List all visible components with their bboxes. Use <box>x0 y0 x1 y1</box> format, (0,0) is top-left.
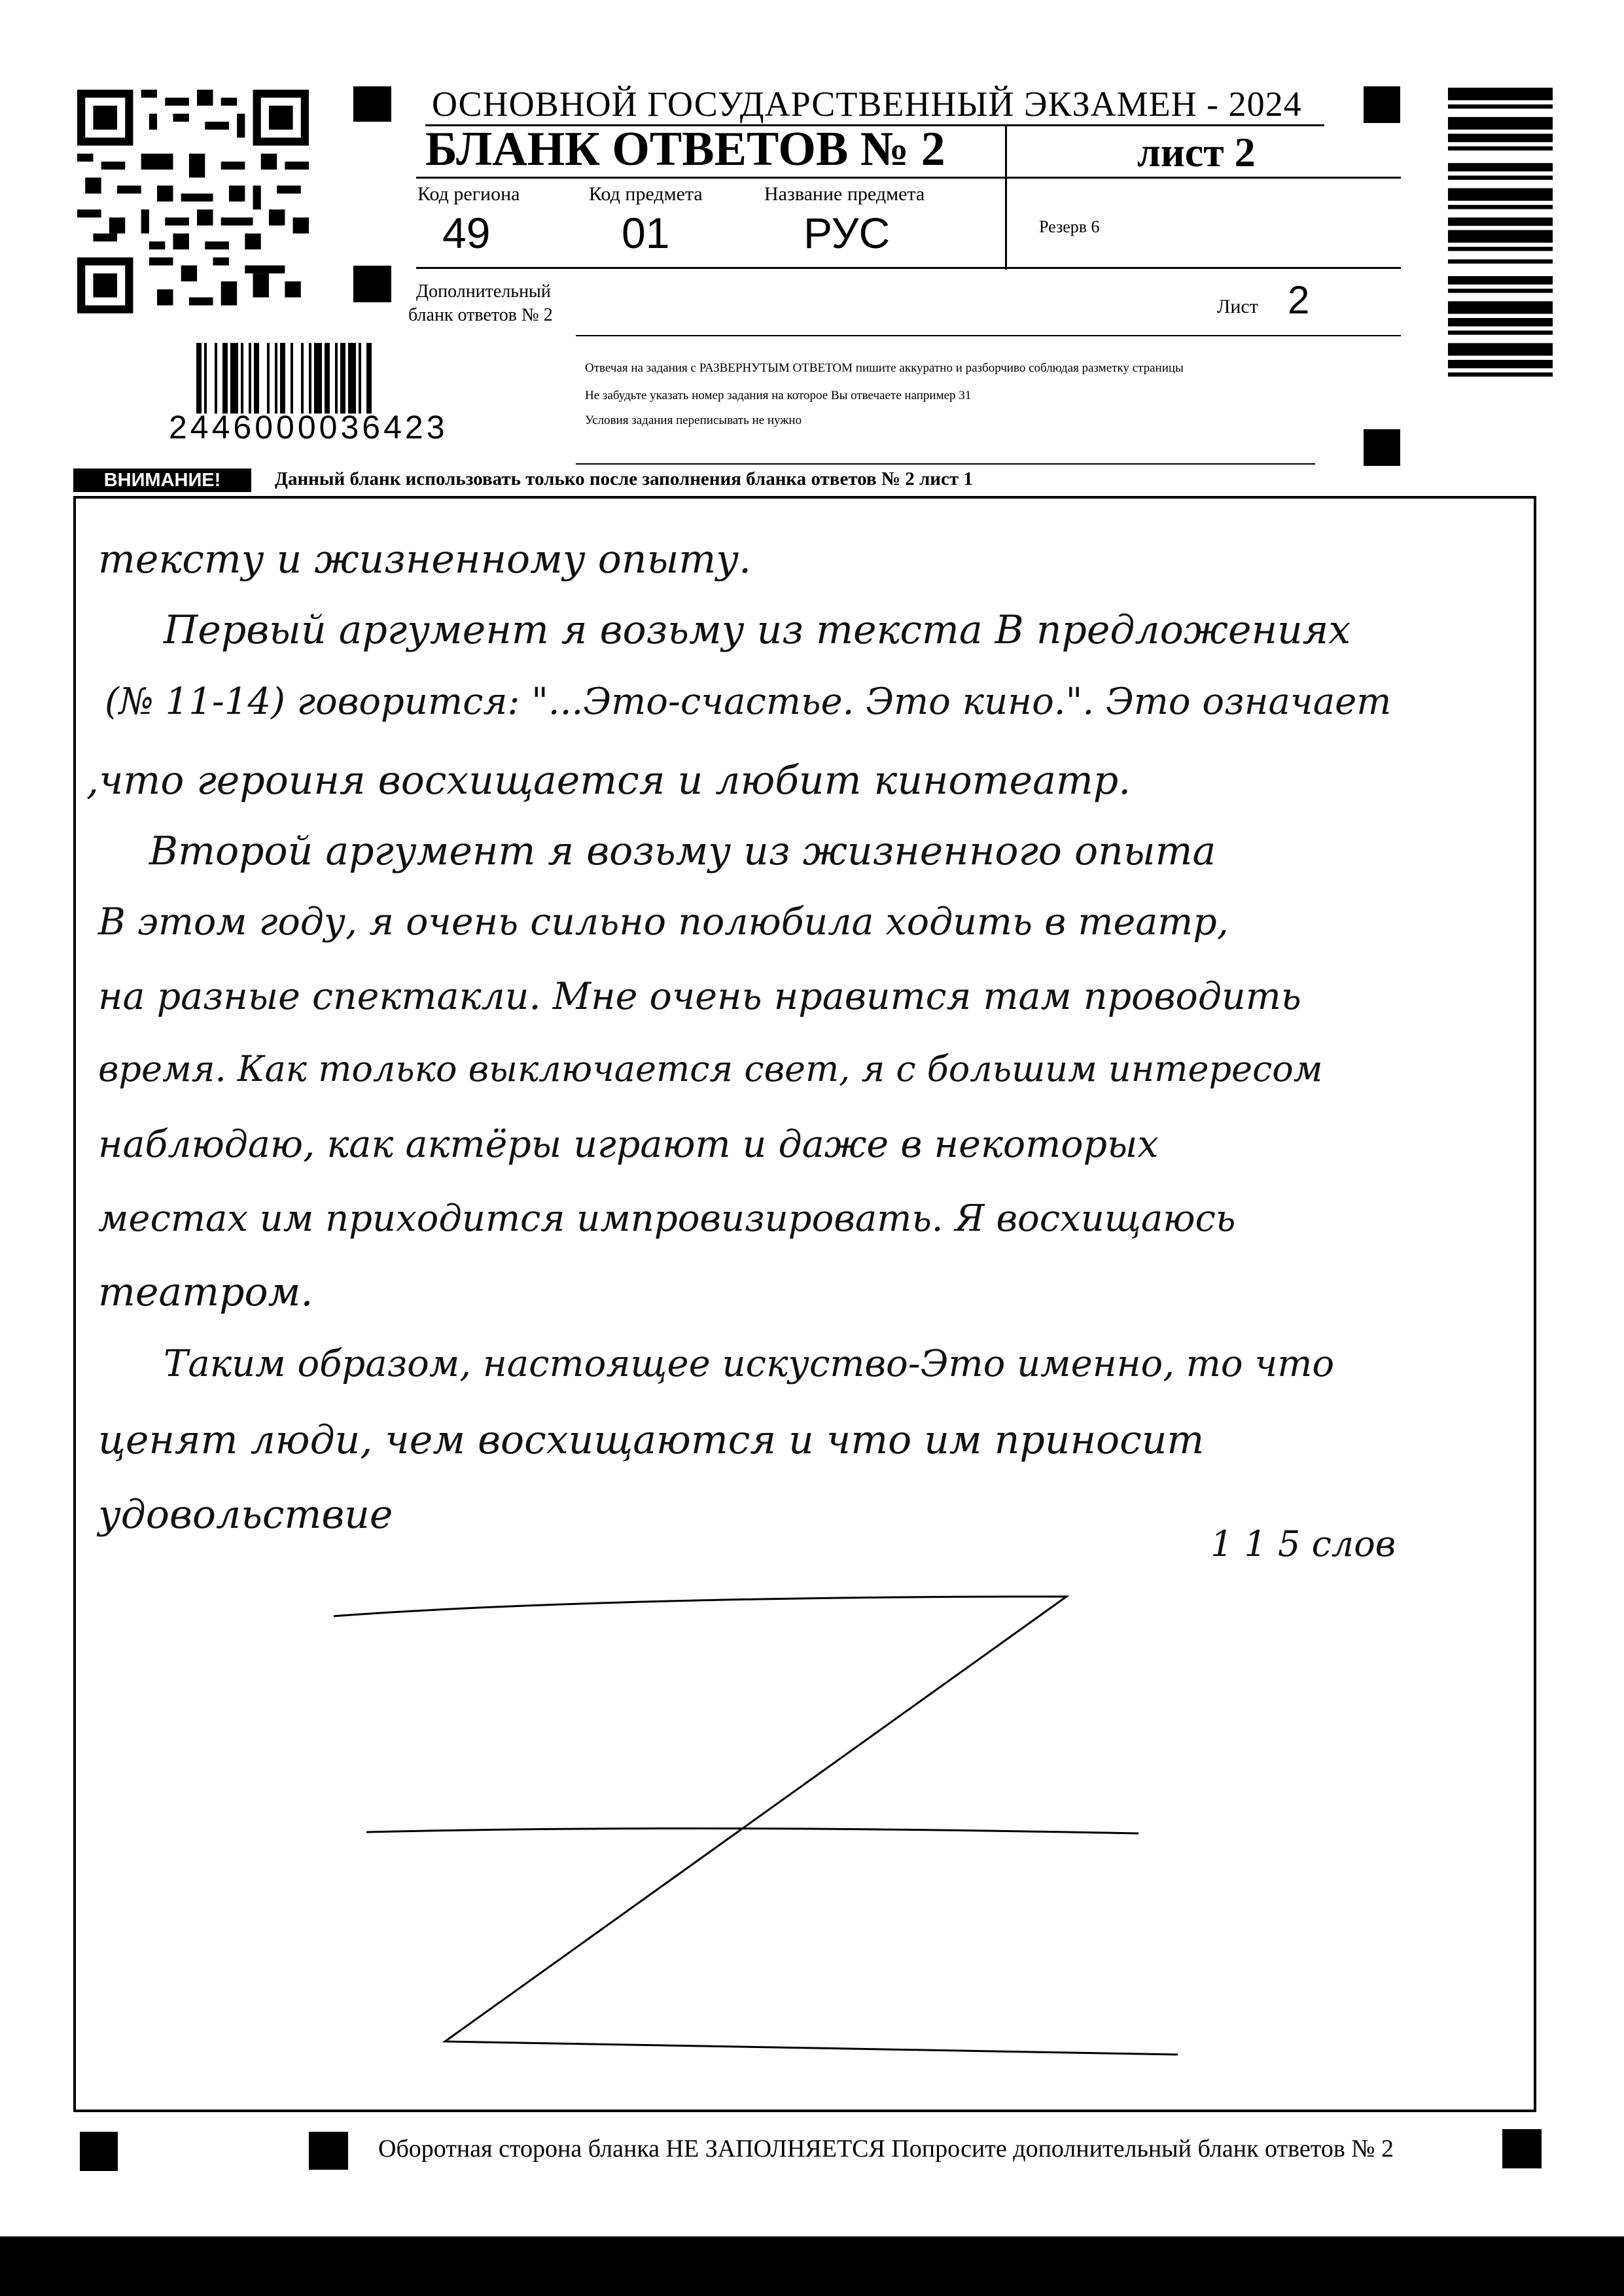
instruction-text: Отвечая на задания с РАЗВЕРНУТЫМ ОТВЕТОМ пишите аккуратно и разборчиво соблюдая разметку страницы <box>585 361 1184 375</box>
attention-badge: ВНИМАНИЕ! <box>73 468 251 492</box>
region-value: 49 <box>442 209 491 257</box>
answer-line: тексту и жизненному опыту. <box>98 537 752 582</box>
answer-line: время. Как только выключается свет, я с большим интересом <box>98 1048 1323 1089</box>
sheet-value: 2 <box>1288 278 1310 322</box>
reserve-label: Резерв 6 <box>1039 217 1100 236</box>
answer-line: наблюдаю, как актёры играют и даже в некоторых <box>98 1123 1159 1166</box>
answer-line: В этом году, я очень сильно полюбила ходить в театр, <box>98 900 1229 944</box>
side-barcode <box>1448 88 1553 454</box>
subject-name-label: Название предмета <box>764 183 925 205</box>
footer-text: Оборотная сторона бланка НЕ ЗАПОЛНЯЕТСЯ Попросите дополнительный бланк ответов № 2 <box>378 2135 1394 2163</box>
answer-line: ценят люди, чем восхищаются и что им приносит <box>98 1417 1205 1463</box>
answer-line: удовольствие <box>98 1492 393 1538</box>
divider <box>416 177 1401 179</box>
registration-mark <box>1502 2129 1542 2168</box>
answer-line: Таким образом, настоящее искуство-Это именно, то что <box>164 1343 1335 1385</box>
sheet-label: Лист <box>1217 296 1258 317</box>
additional-label: Дополнительный <box>416 281 551 302</box>
answer-line: местах им приходится импровизировать. Я восхищаюсь <box>98 1197 1236 1240</box>
divider <box>576 463 1315 465</box>
subject-code-value: 01 <box>622 209 670 257</box>
word-count: 1 1 5 слов <box>1210 1523 1396 1564</box>
answer-line: ,что героиня восхищается и любит кинотеатр. <box>86 758 1131 804</box>
blank-title: БЛАНК ОТВЕТОВ № 2 <box>425 122 945 176</box>
subject-code-label: Код предмета <box>589 183 703 205</box>
answer-line: (№ 11-14) говорится: "...Это-счастье. Это кино.". Это означает <box>105 680 1392 723</box>
divider <box>416 267 1401 269</box>
sheet-title: лист 2 <box>1137 129 1256 175</box>
answer-line: на разные спектакли. Мне очень нравится там проводить <box>98 975 1301 1018</box>
qr-code <box>77 90 309 313</box>
instruction-text: Не забудьте указать номер задания на которое Вы отвечаете например 31 <box>585 389 972 402</box>
scan-edge <box>0 2236 1624 2296</box>
exam-title: ОСНОВНОЙ ГОСУДАРСТВЕННЫЙ ЭКЗАМЕН - 2024 <box>432 84 1302 124</box>
registration-mark <box>353 266 391 302</box>
answer-line: Второй аргумент я возьму из жизненного опыта <box>149 828 1216 874</box>
registration-mark <box>309 2132 348 2170</box>
divider <box>576 335 1401 336</box>
answer-line: театром. <box>98 1269 313 1315</box>
additional-label: бланк ответов № 2 <box>408 305 553 325</box>
attention-text: Данный бланк использовать только после заполнения бланка ответов № 2 лист 1 <box>275 468 973 489</box>
registration-mark <box>1364 86 1400 123</box>
registration-mark <box>80 2132 118 2171</box>
region-label: Код региона <box>417 183 520 205</box>
z-strike-mark <box>314 1583 1204 2081</box>
registration-mark <box>353 86 391 122</box>
answer-line: Первый аргумент я возьму из текста В предложениях <box>164 607 1351 653</box>
barcode-number: 2446000036423 <box>169 409 448 446</box>
subject-name-value: РУС <box>803 209 891 257</box>
barcode <box>196 343 537 414</box>
registration-mark <box>1364 429 1400 466</box>
divider <box>1005 126 1007 270</box>
instruction-text: Условия задания переписывать не нужно <box>585 414 802 427</box>
